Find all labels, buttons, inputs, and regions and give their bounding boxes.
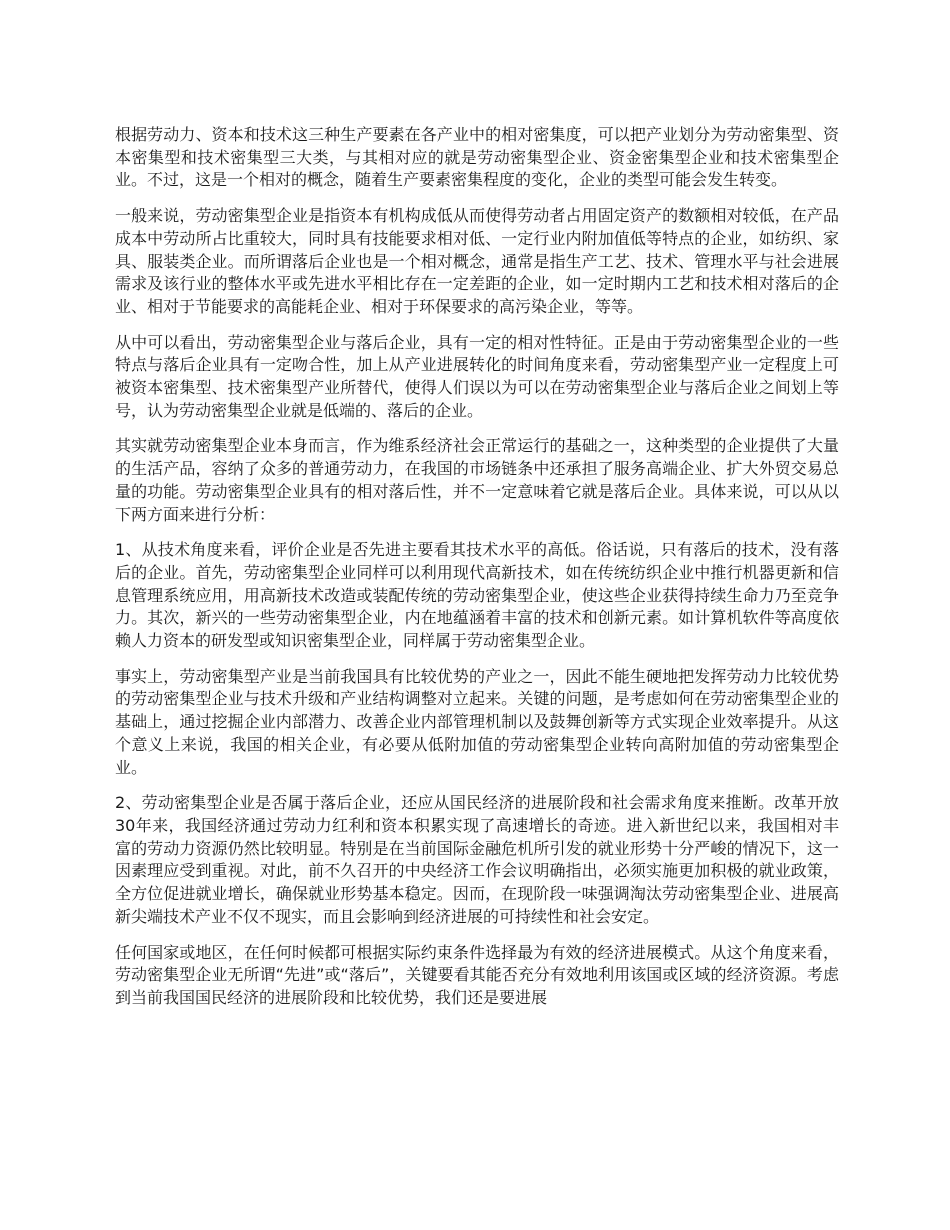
document-body [115,124,839,1023]
paragraph-5: 1、从技术角度来看，评价企业是否先进主要看其技术水平的高低。俗话说，只有落后的技术，没有落后的企业。首先，劳动密集型企业同样可以利用现代高新技术，如在传统纺织企业中推行机器更新和信息管理系统应用，用高新技术改造或装配传统的劳动密集型企业，使这些企业获得持续生命力乃至竞争力。其次，新兴的一些劳动密集型企业，内在地蕴涵着丰富的技术和创新元素。如计算机软件等高度依赖人力资本的研发型或知识密集型企业，同样属于劳动密集型企业。 [115,540,839,651]
paragraph-6: 事实上，劳动密集型产业是当前我国具有比较优势的产业之一，因此不能生硬地把发挥劳动力比较优势的劳动密集型企业与技术升级和产业结构调整对立起来。关键的问题，是考虑如何在劳动密集型企业的基础上，通过挖掘企业内部潜力、改善企业内部管理机制以及鼓舞创新等方式实现企业效率提升。从这个意义上来说，我国的相关企业，有必要从低附加值的劳动密集型企业转向高附加值的劳动密集型企业。 [115,666,839,777]
paragraph-8: 任何国家或地区，在任何时候都可根据实际约束条件选择最为有效的经济进展模式。从这个角度来看，劳动密集型企业无所谓“先进”或“落后”，关键要看其能否充分有效地利用该国或区域的经济资源。考虑到当前我国国民经济的进展阶段和比较优势，我们还是要进展 [115,942,839,1007]
paragraph-1: 根据劳动力、资本和技术这三种生产要素在各产业中的相对密集度，可以把产业划分为劳动密集型、资本密集型和技术密集型三大类，与其相对应的就是劳动密集型企业、资金密集型企业和技术密集型企业。不过，这是一个相对的概念，随着生产要素密集程度的变化，企业的类型可能会发生转变。 [115,125,839,190]
paragraph-3: 从中可以看出，劳动密集型企业与落后企业，具有一定的相对性特征。正是由于劳动密集型企业的一些特点与落后企业具有一定吻合性，加上从产业进展转化的时间角度来看，劳动密集型产业一定程度上可被资本密集型、技术密集型产业所替代，使得人们误以为可以在劳动密集型企业与落后企业之间划上等号，认为劳动密集型企业就是低端的、落后的企业。 [115,332,839,420]
paragraph-2: 一般来说，劳动密集型企业是指资本有机构成低从而使得劳动者占用固定资产的数额相对较低，在产品成本中劳动所占比重较大，同时具有技能要求相对低、一定行业内附加值低等特点的企业，如纺织、家具、服装类企业。而所谓落后企业也是一个相对概念，通常是指生产工艺、技术、管理水平与社会进展需求及该行业的整体水平或先进水平相比存在一定差距的企业，如一定时期内工艺和技术相对落后的企业、相对于节能要求的高能耗企业、相对于环保要求的高污染企业，等等。 [115,206,839,316]
paragraph-7: 2、劳动密集型企业是否属于落后企业，还应从国民经济的进展阶段和社会需求角度来推断。改革开放30年来，我国经济通过劳动力红利和资本积累实现了高速增长的奇迹。进入新世纪以来，我国相对丰富的劳动力资源仍然比较明显。特别是在当前国际金融危机所引发的就业形势十分严峻的情况下，这一因素理应受到重视。对此，前不久召开的中央经济工作会议明确指出，必须实施更加积极的就业政策，全方位促进就业增长，确保就业形势基本稳定。因而，在现阶段一味强调淘汰劳动密集型企业、进展高新尖端技术产业不仅不现实，而且会影响到经济进展的可持续性和社会安定。 [115,793,839,926]
paragraph-4: 其实就劳动密集型企业本身而言，作为维系经济社会正常运行的基础之一，这种类型的企业提供了大量的生活产品，容纳了众多的普通劳动力，在我国的市场链条中还承担了服务高端企业、扩大外贸交易总量的功能。劳动密集型企业具有的相对落后性，并不一定意味着它就是落后企业。具体来说，可以从以下两方面来进行分析： [115,436,839,524]
